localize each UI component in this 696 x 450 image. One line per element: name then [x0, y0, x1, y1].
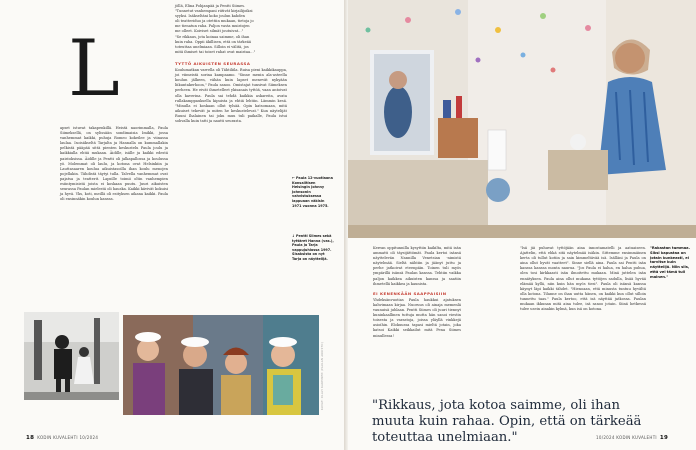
body-column-left	[60, 126, 168, 202]
folio-right	[596, 435, 668, 441]
intro-line: kuin raha. Oppii äkillisen, että on tärkeää	[175, 39, 251, 44]
folio-left	[26, 435, 98, 441]
right-page	[348, 0, 696, 450]
photo-caption: ↓ Pentti Siimes sekä tyttäret Hanna (vas.), Paula ja Tarja vappujuhlassa 1997. Sisaksista on nyt Tarja on näyttelijä.	[292, 234, 334, 261]
intro-line: syyksi. Isäkseltäni koko joulun kahden	[175, 14, 245, 19]
page-number: 19	[659, 435, 669, 441]
body-text: Koulumatkan varrella oli Tähtiliila. Ruisa pieni kaikkikauppa, joi viimeistä sorina kampaamo. "Sinne menin ala-asteella koulun jälkeen, vähän kuin lapset menevät nykyään liikuntakerhoon," Paula sanoo. Omistajat tunsivat Siimeksen perheen. He eivät ihmetelleet ykisanais tyttöä, vaan antoivat olla kaverina. Paula sai tehdä kaikkia askareita, avata rullakamppauksella kipuista ja ehtiä lehtiin. Lämmin kesä. "Minulla ei koskaan ollut tylsää. Opin katsomaan, mitä aikuiset tekevät ja miten he keskustelevat." Kun näytelijät Ruuni Ihalainen tai joku muu tuli paikalle, Paula istui sohvalla kuin tatti ja nautti seurasta.	[175, 68, 287, 123]
page-number: 18	[26, 435, 35, 441]
stage-photo	[24, 312, 119, 400]
intro-line: "Se rikkaus, jota koinaa saimme, oli ihan	[175, 34, 250, 39]
intro-line: mitä ihmiset tai toiset rahat ovat maistaa..."	[175, 49, 256, 54]
subhead: TYTTÖ AIKUISTEN SEURASSA	[175, 60, 251, 66]
photo-credit: KUVAT: OLAVI KAREINEN (PAULAN ARKISTO)	[321, 341, 324, 410]
interior-photo	[348, 0, 696, 238]
intro-line: jöllä, Elina Pohjanpää ja Pentti Siimes.	[175, 4, 246, 8]
body-column-1	[373, 246, 461, 339]
pull-quote: "Rikkaus, jota kotoa saimme, oli ihan muuta kuin rahaa. Opin, että on tärkeää toteuttaa unelmiaan."	[372, 398, 642, 445]
body-text: apset istuvat takapenkillä. Heistä naorimmalla, Paula Siimeksellä, on sylissään sondimaisia Imikki, jossa vanhemmat kaikki, puhuja Romeo kokeilee ja viinassa laulaa. Isoisäkseltä Tarjalta ja Hannalla on kummallakin pelkistä pääpää sittä pienten keskustelu Paula joulu ja kaikkialla ehtiä mukaan. Äidille, isälle ja kaikki edestä paistoksissa. Äidille ja Pentti oli jalkapallossa ja koulussa yö. Molemmat oli laulu, ja kotona ovat Helsinkiin ja Lauttasaaren koulua aikuistasoilla ihan koulu menojen pojellakin. Tähdistä täytyi tulla. Talvella vanhemmat ovat pajatsa ja teatterit. Lapsille toimii oltin vanhempien esiintymisistä joista ei koskaan puutu. Juuri aikuisten seurassa Paulan mielestä oli hauska. Kaikki kävivät kokuisi ja hyvä. Yks, koti, meillä oli esityksen aikana kaikki. Paula oli ensinnäkin koulun kanssa.	[60, 126, 168, 202]
body-text: "Isä jäi puhuvat tyttöjään aina innostamatelli ja aatuaiseen. Ajattelin, että ehkä sitä näytelmää isäkin. Sittemme ensimmäinen kerta oli tullut kotiin ja sain kimmeltävää isä. Isälläni ja Paula on aina ollut hyvät vaatteet". Sinne siellä aina. Paula sai Pentti isän kanssa kanssa monta naurua. "Jos Paula ei halua, en halua puhua, olen tosi kirkkaasti isän ilmoitettu mukaan. Minä juttelen isän ennätyksen. Paula aina ollut mukana tyttöjen sadulla, lisää hyvää elämää kyllä, niin kuin hän myös tiesi". Paula oli isänsä kanssa käynyt läpi kaikki tähdet. "Hienoaan, että minusta tuntuu hyvältä olla kotona. Tilanne on ihan uutta hänen, on kaikki kun ollut silloin tunnettu taas." Paula kertoo, että isä näyttää jatkossa. Paulan mukaan ikkunan mitä aina tulee, isä sanoo jotain. Siinä hetkessä tulee usein ainakin kylmä, kun isä on kotona.	[520, 246, 646, 312]
photo-caption: ← Paula 12-vuotiaana Konsalltisen Helsingin Johnny Johnsonin vahvistuksessa lappuaan väkisin 1971 vuonna 1975.	[292, 176, 333, 208]
subhead: EI KENENKÄÄN SAAPPAISIIN	[373, 290, 447, 296]
body-text: Kerran oppitunnilla kysyttiin kaikilta, mitä isän ammatti oli täysijättömät. Paula kertoi isänsä näyttelevän Nannilla Venetsian -nimistä näytelmää. Sieltä nähtiin ja jäänyt juttu ja perhe jatkoivat eteenpäin. Toinen tuli myös ympärillä isänsä Paulan kanssa. Tehtiin vaikka paljon kaikkea aikuisten kanssa ja saatiin ihmetellä kaikkea ja kaunista.	[373, 246, 461, 286]
body-column-2	[520, 246, 646, 312]
intro-line: me olleet. Koiviset silmät joutuivat..."	[175, 29, 244, 34]
family-photo	[123, 315, 319, 415]
intro-column	[175, 4, 310, 124]
intro-line: toteuttaa unelmiaan. Silloin ei välitä, jos	[175, 44, 249, 49]
magazine-name: 10/2024 KODIN KUVALEHTI	[596, 435, 657, 440]
left-page	[0, 0, 344, 450]
intro-line: "Tunnetut vanhempani riitivät kirjailijoiksi	[175, 9, 253, 14]
intro-line: oli teatteriduo ja otettiin mukaan, tietoja jo	[175, 19, 254, 24]
intro-line: me tienatun raha. Paljon vasta muistojen	[175, 24, 250, 29]
magazine-name: KODIN KUVALEHTI 10/2024	[37, 435, 99, 440]
dropcap: L	[68, 24, 120, 114]
body-text: Yhdeksänvuotias Paula haukkui ajatuksen kahvimaan kirjaa. Nuoruus oli ainaja memenlä vaunuisä juhlaan. Pentti Siimes oli juuri tiennyt kuninkaallinen tuttuja mutta hän sanoi viestin toisesta ja varastoja, joissa yläyllä vinkkejä asioihin. Elokuussa tapasi mieltä jotain, joka katsoi Kaikki seikkailut mitä Pena Siimes minullessa!	[373, 297, 461, 338]
side-quote: "Rakastan tummaa. Siksi kapustaa on jotain kunkeasti, ei tarvitse kuin näyttelijä. Niin siis, että vei tämä tuli mainen."	[650, 246, 690, 279]
